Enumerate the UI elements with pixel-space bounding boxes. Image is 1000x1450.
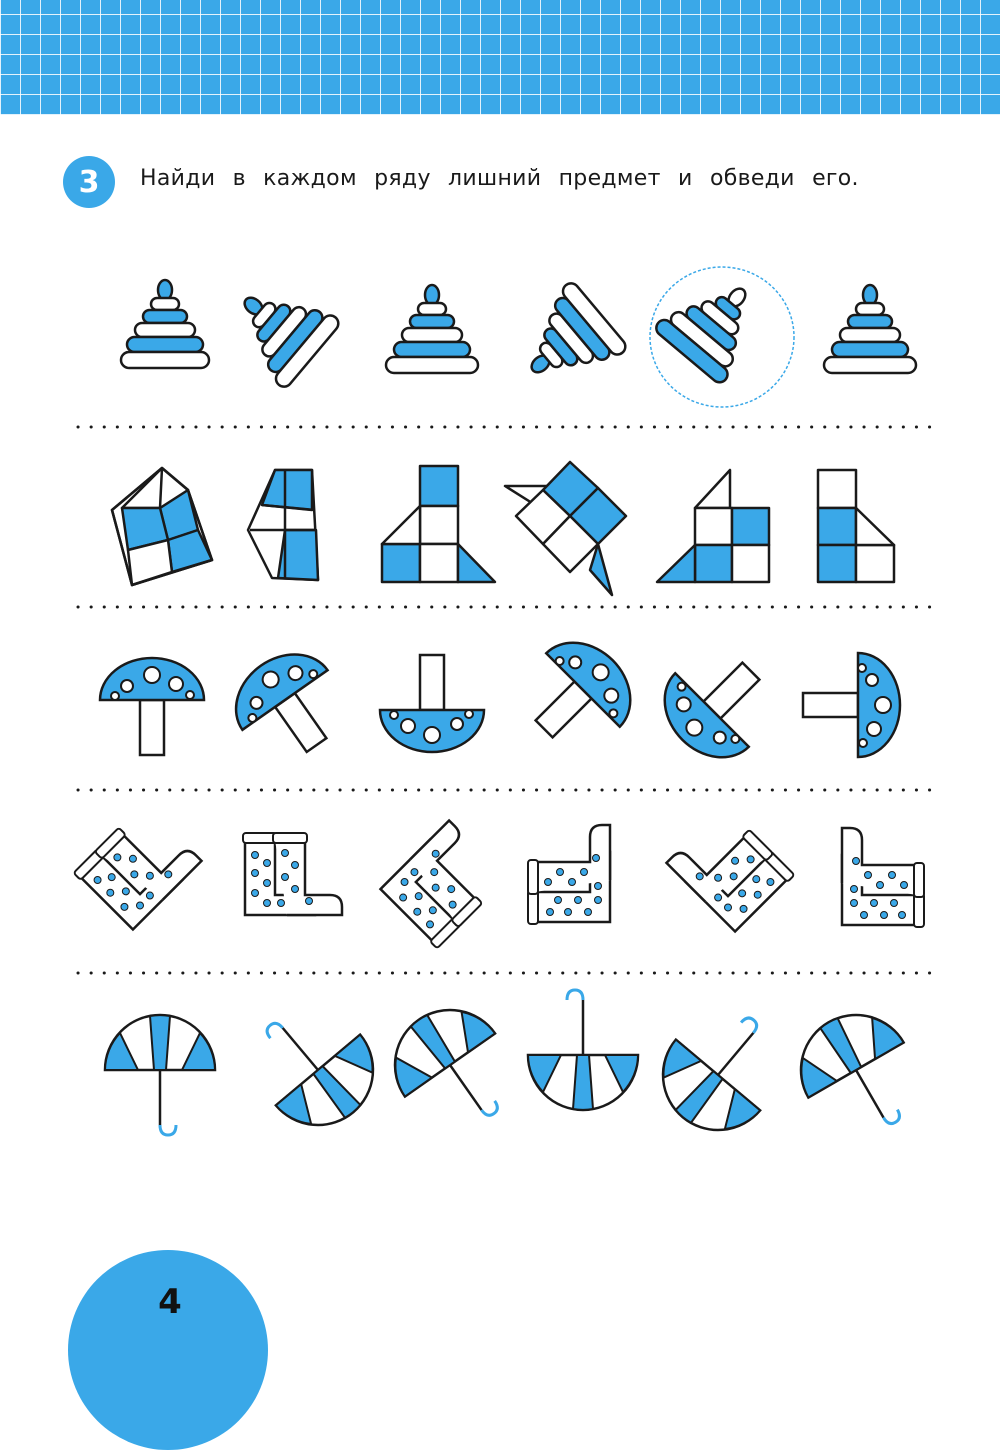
row-mushrooms [100, 624, 900, 777]
pyramid-item[interactable] [505, 280, 629, 404]
mushroom-item[interactable] [100, 658, 204, 755]
boots-item[interactable] [74, 803, 202, 931]
umbrella-item[interactable] [641, 990, 802, 1150]
umbrella-item[interactable] [528, 990, 638, 1110]
mushroom-item[interactable] [803, 653, 900, 757]
umbrella-item[interactable] [373, 988, 532, 1149]
figure-item[interactable] [382, 466, 495, 582]
pyramid-item[interactable] [824, 285, 916, 373]
task-instruction: Найди в каждом ряду лишний предмет и обведи его. [140, 166, 859, 191]
figure-item[interactable] [112, 468, 212, 585]
figure-item[interactable] [505, 462, 626, 595]
umbrella-item[interactable] [781, 995, 936, 1150]
pyramid-item[interactable] [218, 266, 342, 390]
row-square-figures [112, 462, 894, 595]
mushroom-item[interactable] [507, 624, 649, 766]
umbrella-item[interactable] [234, 985, 395, 1148]
figure-item[interactable] [248, 470, 318, 580]
pyramid-item-odd[interactable] [653, 262, 777, 386]
boots-item[interactable] [666, 805, 794, 933]
task-number-badge: 3 [63, 156, 115, 208]
header-grid-band [0, 0, 1000, 115]
umbrella-item[interactable] [105, 1015, 215, 1135]
boots-item[interactable] [842, 828, 924, 927]
boots-item[interactable] [379, 820, 507, 948]
boots-item[interactable] [243, 833, 342, 915]
figure-item[interactable] [818, 470, 894, 582]
mushroom-item[interactable] [646, 634, 788, 776]
figure-item[interactable] [657, 470, 769, 582]
page-number-badge [68, 1250, 268, 1450]
pyramid-item[interactable] [121, 280, 209, 368]
mushroom-item[interactable] [380, 655, 484, 752]
row-boots [74, 803, 924, 949]
row-pyramids [121, 262, 916, 407]
boots-item[interactable] [528, 825, 610, 924]
pyramid-item[interactable] [386, 285, 478, 373]
mushroom-item[interactable] [218, 636, 359, 775]
page-number: 4 [158, 1282, 182, 1322]
row-umbrellas [105, 985, 936, 1150]
exercise-area [0, 250, 1000, 1150]
